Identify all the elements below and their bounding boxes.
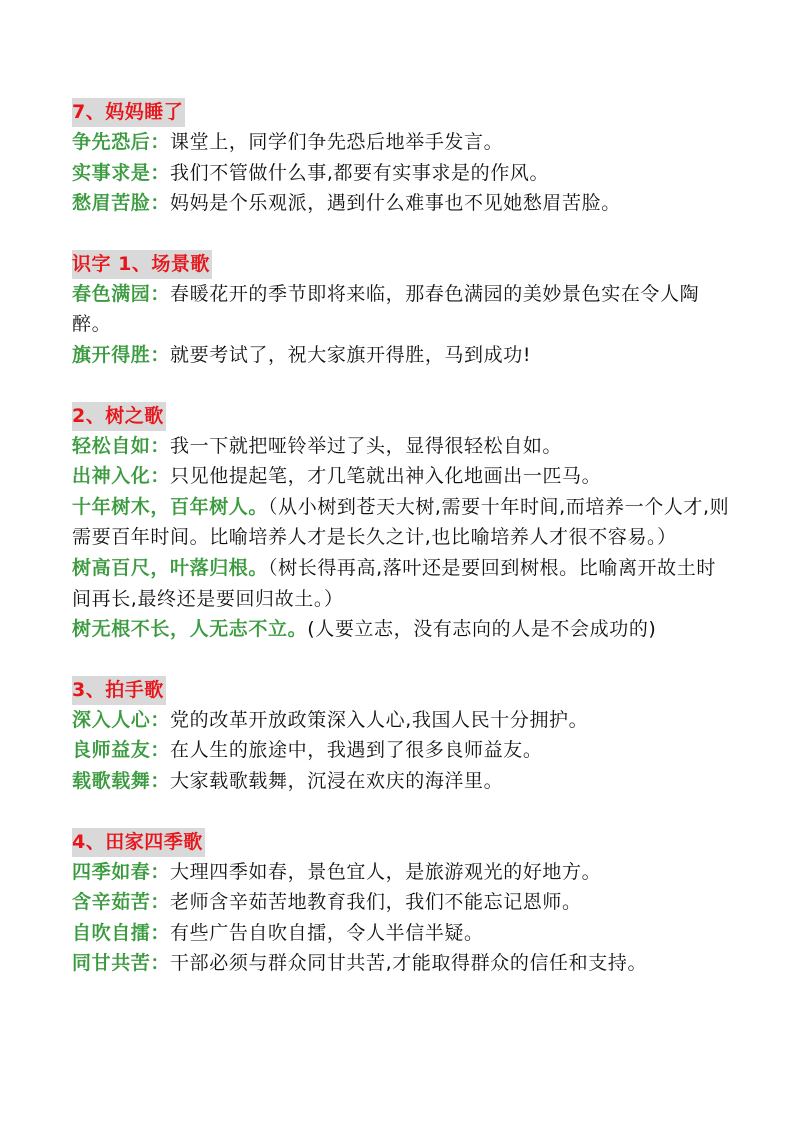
idiom-term: 深入人心 bbox=[72, 708, 151, 731]
section-chang-jing-ge bbox=[72, 250, 732, 371]
idiom-entry bbox=[72, 887, 732, 918]
section-shu-zhi-ge bbox=[72, 402, 732, 645]
idiom-entry bbox=[72, 127, 732, 158]
idiom-term: 含辛茹苦 bbox=[72, 891, 151, 914]
idiom-entry bbox=[72, 705, 732, 736]
idiom-term: 轻松自如 bbox=[72, 434, 151, 457]
proverb-entry bbox=[72, 614, 732, 645]
idiom-example: 党的改革开放政策深入人心,我国人民十分拥护。 bbox=[170, 708, 589, 731]
proverb-explanation: (人要立志，没有志向的人是不会成功的) bbox=[307, 618, 657, 641]
idiom-term: 旗开得胜 bbox=[72, 343, 151, 366]
idiom-entry bbox=[72, 340, 732, 371]
proverb-entry bbox=[72, 492, 732, 553]
idiom-entry bbox=[72, 918, 732, 949]
idiom-term: 愁眉苦脸 bbox=[72, 192, 151, 215]
idiom-example: 妈妈是个乐观派，遇到什么难事也不见她愁眉苦脸。 bbox=[170, 192, 621, 215]
term-separator: ： bbox=[150, 921, 171, 944]
idiom-entry bbox=[72, 857, 732, 888]
idiom-term: 四季如春 bbox=[72, 860, 151, 883]
term-separator: ： bbox=[150, 192, 171, 215]
idiom-term: 同甘共苦 bbox=[72, 952, 151, 975]
section-heading: 2、树之歌 bbox=[72, 402, 166, 431]
idiom-entry bbox=[72, 279, 732, 340]
idiom-term: 争先恐后 bbox=[72, 131, 151, 153]
document-page bbox=[72, 98, 732, 1010]
idiom-example: 我们不管做什么事,都要有实事求是的作风。 bbox=[170, 161, 550, 184]
idiom-term: 出神入化 bbox=[72, 465, 151, 488]
term-separator: ： bbox=[150, 465, 171, 488]
term-separator: ： bbox=[150, 282, 171, 305]
term-separator: ： bbox=[150, 739, 171, 762]
idiom-term: 良师益友 bbox=[72, 739, 151, 762]
idiom-term: 春色满园 bbox=[72, 282, 151, 305]
section-pai-shou-ge bbox=[72, 676, 732, 797]
term-separator: ： bbox=[150, 769, 171, 792]
idiom-example: 老师含辛茹苦地教育我们，我们不能忘记恩师。 bbox=[170, 891, 582, 914]
term-separator: ： bbox=[150, 434, 171, 457]
idiom-term: 载歌载舞 bbox=[72, 769, 151, 792]
idiom-entry bbox=[72, 431, 732, 462]
proverb-explanation: （从小树到苍天大树,需要十年时间,而培养一个人才,则需要百年时间。比喻培养人才是长久之计,也比喻培养人才很不容易。） bbox=[72, 495, 730, 549]
term-separator: ： bbox=[150, 161, 171, 184]
idiom-example: 有些广告自吹自擂，令人半信半疑。 bbox=[170, 921, 484, 944]
idiom-entry bbox=[72, 461, 732, 492]
idiom-entry bbox=[72, 158, 732, 189]
idiom-example: 课堂上，同学们争先恐后地举手发言。 bbox=[170, 131, 504, 153]
section-heading: 7、妈妈睡了 bbox=[72, 98, 185, 127]
idiom-example: 就要考试了，祝大家旗开得胜，马到成功! bbox=[170, 343, 532, 366]
idiom-entry bbox=[72, 948, 732, 979]
section-heading: 4、田家四季歌 bbox=[72, 828, 205, 857]
idiom-entry bbox=[72, 735, 732, 766]
idiom-example: 只见他提起笔，才几笔就出神入化地画出一匹马。 bbox=[170, 465, 602, 488]
idiom-example: 我一下就把哑铃举过了头，显得很轻松自如。 bbox=[170, 434, 563, 457]
idiom-example: 干部必须与群众同甘共苦,才能取得群众的信任和支持。 bbox=[170, 952, 648, 975]
section-heading: 识字 1、场景歌 bbox=[72, 250, 212, 279]
idiom-example: 春暖花开的季节即将来临，那春色满园的美妙景色实在令人陶醉。 bbox=[72, 282, 700, 336]
term-separator: ： bbox=[150, 131, 171, 153]
term-separator: ： bbox=[150, 343, 171, 366]
idiom-example: 大理四季如春，景色宜人，是旅游观光的好地方。 bbox=[170, 860, 602, 883]
idiom-entry bbox=[72, 766, 732, 797]
idiom-example: 在人生的旅途中，我遇到了很多良师益友。 bbox=[170, 739, 543, 762]
term-separator: ： bbox=[150, 860, 171, 883]
term-separator: ： bbox=[150, 952, 171, 975]
proverb-entry bbox=[72, 553, 732, 614]
idiom-term: 自吹自擂 bbox=[72, 921, 151, 944]
idiom-term: 实事求是 bbox=[72, 161, 151, 184]
section-mama-shui-le bbox=[72, 98, 732, 219]
idiom-entry bbox=[72, 188, 732, 219]
section-heading: 3、拍手歌 bbox=[72, 676, 166, 705]
proverb-explanation: （树长得再高,落叶还是要回到树根。比喻离开故土时间再长,最终还是要回归故土。） bbox=[72, 556, 716, 610]
idiom-example: 大家载歌载舞，沉浸在欢庆的海洋里。 bbox=[170, 769, 504, 792]
proverb-term: 树高百尺，叶落归根。 bbox=[72, 556, 269, 579]
proverb-term: 树无根不长，人无志不立。 bbox=[72, 618, 308, 641]
term-separator: ： bbox=[150, 708, 171, 731]
proverb-term: 十年树木，百年树人。 bbox=[72, 495, 269, 518]
section-tian-jia-si-ji-ge bbox=[72, 828, 732, 979]
term-separator: ： bbox=[150, 891, 171, 914]
